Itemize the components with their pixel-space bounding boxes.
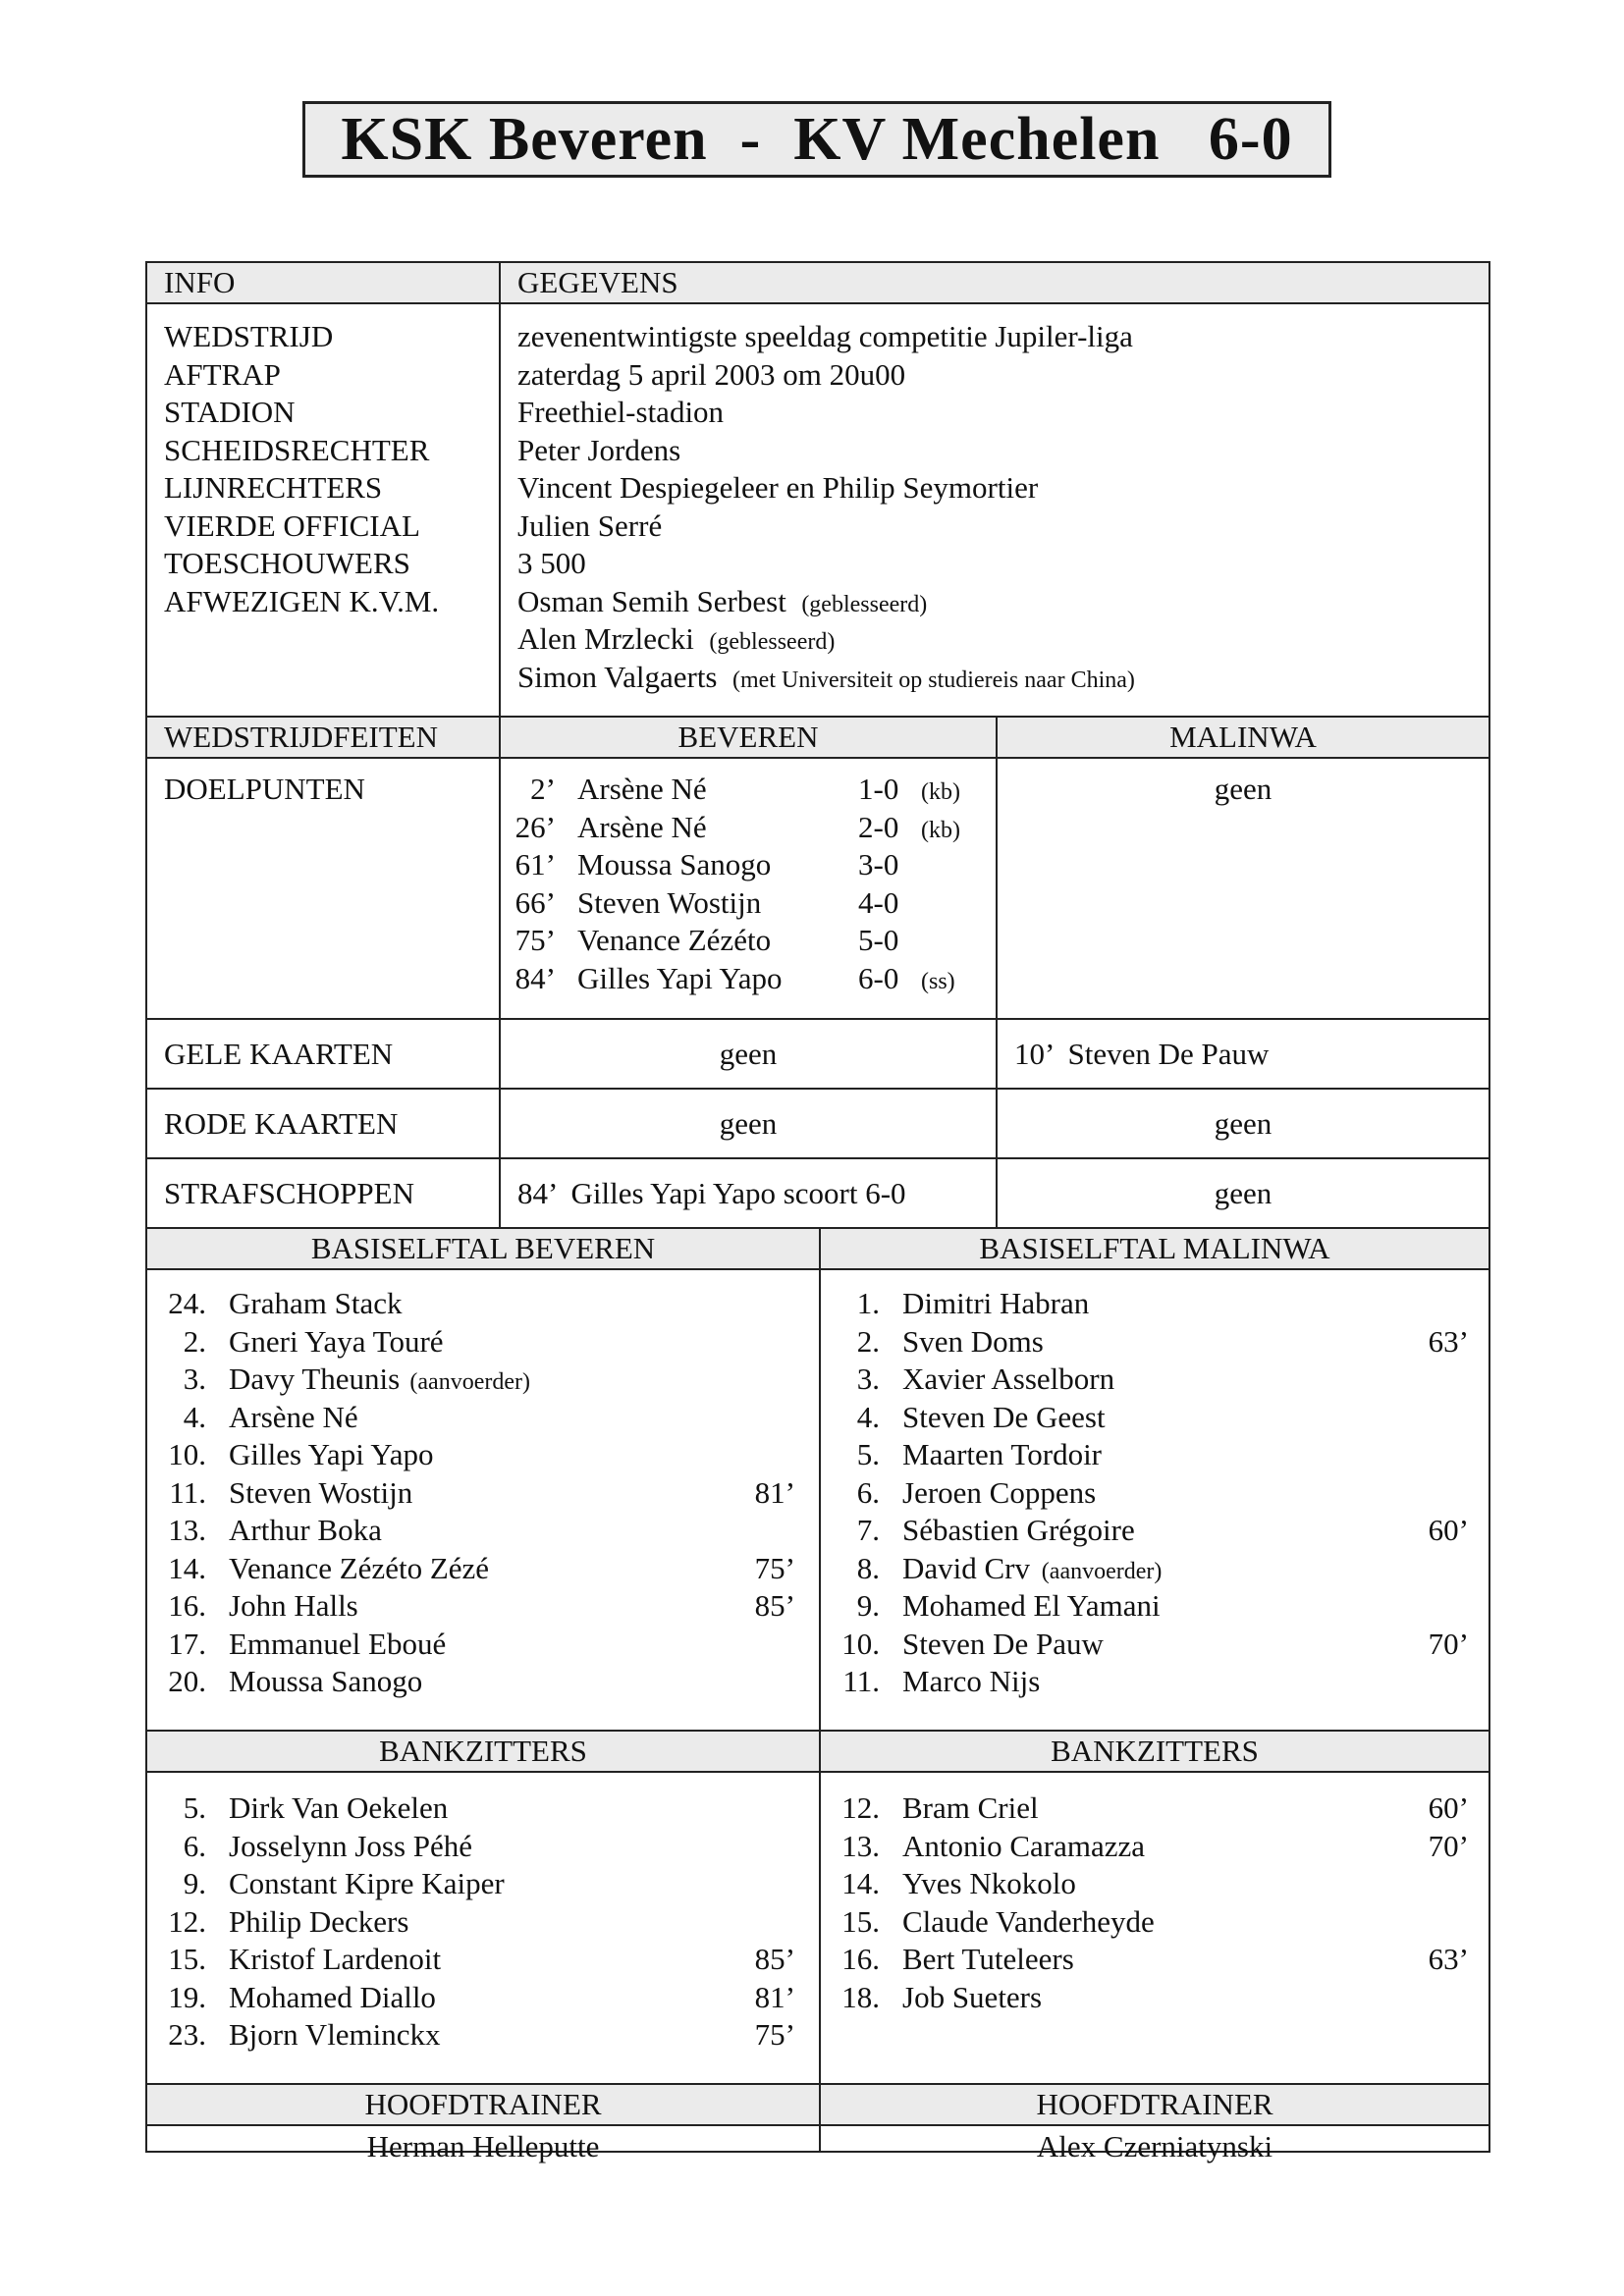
player-row — [821, 1550, 1469, 1588]
player-note: (aanvoerder) — [409, 1369, 530, 1395]
coach-header-away: HOOFDTRAINER — [1036, 2087, 1273, 2121]
facts-header-home: BEVEREN — [677, 720, 819, 754]
bench-list-away — [821, 1789, 1469, 2016]
player-number: 7. — [856, 1513, 880, 1547]
player-name: Davy Theunis — [229, 1362, 401, 1396]
goal-score: 3-0 — [858, 847, 899, 881]
player-number: 5. — [183, 1790, 206, 1825]
lineup-list-home — [147, 1285, 795, 1701]
goal-item — [501, 771, 998, 809]
player-row — [147, 1285, 795, 1323]
player-row — [821, 1828, 1469, 1866]
player-number: 13. — [841, 1828, 880, 1863]
lineup-header-row — [147, 1229, 1489, 1270]
player-name: Jeroen Coppens — [902, 1474, 1097, 1510]
player-name: Arsène Né — [229, 1399, 358, 1434]
player-name: Constant Kipre Kaiper — [229, 1866, 505, 1900]
player-number: 20. — [168, 1664, 206, 1698]
info-header-label: INFO — [164, 265, 236, 299]
player-row — [147, 1663, 795, 1701]
info-label: VIERDE OFFICIAL — [164, 507, 420, 543]
goal-note: (kb) — [921, 779, 960, 805]
info-labels — [164, 318, 439, 620]
facts-header-label: WEDSTRIJDFEITEN — [164, 720, 438, 754]
info-value: Julien Serré — [517, 507, 663, 543]
info-label: AFWEZIGEN K.V.M. — [164, 583, 440, 618]
player-name: Gilles Yapi Yapo — [229, 1437, 434, 1471]
bench-list-home — [147, 1789, 795, 2055]
substitution-minute: 70’ — [1428, 1626, 1469, 1661]
info-values — [517, 318, 1135, 696]
info-label: SCHEIDSRECHTER — [164, 432, 430, 467]
player-row — [821, 1941, 1469, 1979]
player-name: Bram Criel — [902, 1790, 1039, 1825]
player-note: (aanvoerder) — [1041, 1558, 1163, 1584]
goal-scorer: Gilles Yapi Yapo — [577, 960, 783, 995]
player-row — [821, 1512, 1469, 1550]
player-number: 9. — [856, 1588, 880, 1623]
goal-minute: 66’ — [514, 884, 556, 920]
player-number: 3. — [183, 1362, 206, 1396]
lineup-header-away: BASISELFTAL MALINWA — [979, 1231, 1330, 1265]
goals-row — [147, 759, 1489, 1020]
player-number: 18. — [841, 1979, 880, 2014]
player-number: 12. — [168, 1903, 206, 1939]
info-label: AFTRAP — [164, 356, 281, 392]
lineup-header-home: BASISELFTAL BEVEREN — [310, 1231, 656, 1265]
player-row — [821, 1399, 1469, 1437]
match-title: KSK Beveren - KV Mechelen 6-0 — [341, 105, 1293, 173]
penalties-label: STRAFSCHOPPEN — [164, 1176, 414, 1210]
goal-note: (kb) — [921, 817, 960, 843]
player-name: Maarten Tordoir — [902, 1437, 1102, 1471]
goal-minute: 84’ — [514, 960, 556, 995]
player-name: Steven Wostijn — [229, 1474, 413, 1510]
goal-scorer: Venance Zézéto — [577, 923, 772, 957]
player-name: Mohamed El Yamani — [902, 1588, 1161, 1623]
player-row — [147, 1512, 795, 1550]
goal-scorer: Moussa Sanogo — [577, 847, 772, 881]
player-name: Venance Zézéto Zézé — [229, 1550, 490, 1585]
player-number: 17. — [168, 1626, 206, 1661]
player-number: 9. — [183, 1866, 206, 1900]
info-value: zaterdag 5 april 2003 om 20u00 — [517, 356, 906, 392]
player-number: 4. — [856, 1399, 880, 1434]
goals-away: geen — [1214, 772, 1272, 806]
goal-minute: 75’ — [514, 923, 556, 957]
player-name: Claude Vanderheyde — [902, 1903, 1155, 1939]
player-number: 10. — [841, 1626, 880, 1661]
info-label: STADION — [164, 395, 296, 429]
yellow-cards-away: 10’ Steven De Pauw — [1014, 1037, 1270, 1071]
red-cards-label: RODE KAARTEN — [164, 1106, 399, 1141]
goal-score: 6-0 — [858, 960, 899, 995]
player-row — [147, 1828, 795, 1866]
goal-score: 5-0 — [858, 923, 899, 957]
player-name: Kristof Lardenoit — [229, 1942, 442, 1976]
player-name: Sébastien Grégoire — [902, 1513, 1135, 1547]
goal-score: 1-0 — [858, 772, 899, 806]
player-number: 15. — [168, 1942, 206, 1976]
player-row — [821, 1436, 1469, 1474]
player-row — [147, 1903, 795, 1942]
player-row — [821, 1361, 1469, 1399]
substitution-minute: 60’ — [1428, 1790, 1469, 1825]
player-row — [147, 1361, 795, 1399]
player-row — [147, 1550, 795, 1588]
yellow-cards-home: geen — [719, 1037, 778, 1071]
player-number: 2. — [856, 1323, 880, 1359]
coach-header-home: HOOFDTRAINER — [364, 2087, 602, 2121]
player-number: 8. — [856, 1550, 880, 1585]
player-row — [147, 1323, 795, 1362]
red-cards-home: geen — [719, 1106, 778, 1141]
penalties-row — [147, 1159, 1489, 1229]
player-name: Philip Deckers — [229, 1903, 409, 1939]
player-number: 2. — [183, 1323, 206, 1359]
substitution-minute: 81’ — [754, 1474, 795, 1510]
player-number: 11. — [842, 1664, 880, 1698]
player-name: Dirk Van Oekelen — [229, 1790, 449, 1825]
bench-header-row — [147, 1732, 1489, 1773]
player-row — [147, 1587, 795, 1626]
facts-header-row — [147, 718, 1489, 759]
player-row — [821, 1865, 1469, 1903]
player-number: 5. — [856, 1437, 880, 1471]
goal-scorer: Steven Wostijn — [577, 884, 762, 920]
goal-item — [501, 809, 998, 847]
goal-scorer: Arsène Né — [577, 809, 707, 844]
goal-item — [501, 922, 998, 960]
player-row — [821, 1587, 1469, 1626]
player-row — [147, 1436, 795, 1474]
goal-item — [501, 846, 998, 884]
player-number: 13. — [168, 1513, 206, 1547]
match-title-box — [302, 101, 1331, 178]
player-name: Steven De Geest — [902, 1399, 1106, 1434]
goal-minute: 61’ — [514, 847, 556, 881]
info-value: Freethiel-stadion — [517, 395, 725, 429]
player-row — [147, 1474, 795, 1513]
player-number: 6. — [183, 1828, 206, 1863]
player-number: 16. — [841, 1942, 880, 1976]
absent-reason: (met Universiteit op studiereis naar China) — [732, 667, 1135, 693]
player-number: 4. — [183, 1399, 206, 1434]
info-label: WEDSTRIJD — [164, 319, 334, 353]
info-header-value: GEGEVENS — [517, 265, 678, 299]
substitution-minute: 63’ — [1428, 1942, 1469, 1976]
player-row — [821, 1323, 1469, 1362]
player-name: Yves Nkokolo — [902, 1866, 1076, 1900]
player-row — [821, 1285, 1469, 1323]
player-name: Graham Stack — [229, 1286, 403, 1320]
info-value: zevenentwintigste speeldag competitie Jupiler-liga — [517, 319, 1133, 353]
player-number: 23. — [168, 2017, 206, 2052]
absent-reason: (geblesseerd) — [709, 629, 836, 655]
substitution-minute: 60’ — [1428, 1513, 1469, 1547]
bench-header-home: BANKZITTERS — [379, 1734, 587, 1768]
player-name: Bert Tuteleers — [902, 1942, 1074, 1976]
player-name: Gneri Yaya Touré — [229, 1323, 444, 1359]
substitution-minute: 85’ — [754, 1588, 795, 1623]
goal-minute: 2’ — [530, 772, 556, 806]
info-value: 3 500 — [517, 546, 586, 580]
player-number: 11. — [169, 1474, 206, 1510]
player-name: David Crv — [902, 1550, 1031, 1585]
player-row — [147, 1865, 795, 1903]
absent-reason: (geblesseerd) — [801, 591, 928, 617]
match-report-table — [145, 261, 1490, 2163]
player-name: Arthur Boka — [229, 1513, 382, 1547]
player-name: Steven De Pauw — [902, 1626, 1104, 1661]
player-name: Josselynn Joss Péhé — [229, 1828, 473, 1863]
red-cards-away: geen — [1214, 1106, 1272, 1141]
player-name: Marco Nijs — [902, 1664, 1041, 1698]
lineup-row — [147, 1270, 1489, 1732]
player-row — [821, 1626, 1469, 1664]
coach-row — [147, 2126, 1489, 2163]
player-row — [821, 1903, 1469, 1942]
player-number: 16. — [168, 1588, 206, 1623]
info-value: Peter Jordens — [517, 432, 681, 467]
goals-list-home — [501, 771, 998, 997]
absent-player: Simon Valgaerts (met Universiteit op studiereis naar China) — [517, 659, 1135, 694]
player-name: Antonio Caramazza — [902, 1828, 1146, 1863]
substitution-minute: 81’ — [754, 1979, 795, 2014]
player-number: 12. — [841, 1790, 880, 1825]
info-body-row — [147, 304, 1489, 718]
bench-row — [147, 1773, 1489, 2085]
player-name: Moussa Sanogo — [229, 1664, 423, 1698]
red-cards-row — [147, 1090, 1489, 1159]
info-label: LIJNRECHTERS — [164, 470, 383, 505]
player-number: 10. — [168, 1437, 206, 1471]
coach-home: Herman Helleputte — [366, 2129, 600, 2163]
substitution-minute: 75’ — [754, 1550, 795, 1585]
goal-score: 4-0 — [858, 884, 899, 920]
goal-score: 2-0 — [858, 809, 899, 844]
player-row — [147, 1626, 795, 1664]
info-value: Vincent Despiegeleer en Philip Seymortier — [517, 470, 1039, 505]
player-row — [147, 1789, 795, 1828]
player-name: Mohamed Diallo — [229, 1979, 436, 2014]
bench-header-away: BANKZITTERS — [1051, 1734, 1259, 1768]
coach-away: Alex Czerniatynski — [1036, 2129, 1273, 2163]
player-row — [821, 1474, 1469, 1513]
yellow-cards-row — [147, 1020, 1489, 1090]
player-row — [147, 2016, 795, 2055]
player-number: 3. — [856, 1362, 880, 1396]
player-row — [147, 1941, 795, 1979]
coach-header-row — [147, 2085, 1489, 2126]
penalties-home: 84’ Gilles Yapi Yapo scoort 6-0 — [517, 1176, 906, 1210]
yellow-cards-label: GELE KAARTEN — [164, 1037, 394, 1071]
absent-player: Alen Mrzlecki (geblesseerd) — [517, 621, 836, 656]
substitution-minute: 85’ — [754, 1942, 795, 1976]
info-label: TOESCHOUWERS — [164, 546, 410, 580]
goal-scorer: Arsène Né — [577, 772, 707, 806]
player-number: 24. — [168, 1286, 206, 1320]
player-row — [821, 1789, 1469, 1828]
player-number: 14. — [168, 1550, 206, 1585]
info-header-row — [147, 263, 1489, 304]
goal-minute: 26’ — [514, 809, 556, 844]
substitution-minute: 70’ — [1428, 1828, 1469, 1863]
player-row — [821, 1979, 1469, 2017]
player-number: 15. — [841, 1903, 880, 1939]
player-name: Emmanuel Eboué — [229, 1626, 447, 1661]
goals-label: DOELPUNTEN — [164, 772, 365, 806]
player-row — [821, 1663, 1469, 1701]
substitution-minute: 75’ — [754, 2017, 795, 2052]
goal-item — [501, 960, 998, 998]
player-name: Sven Doms — [902, 1323, 1044, 1359]
lineup-list-away — [821, 1285, 1469, 1701]
facts-header-away: MALINWA — [1169, 720, 1317, 754]
player-number: 14. — [841, 1866, 880, 1900]
player-number: 6. — [856, 1474, 880, 1510]
player-row — [147, 1979, 795, 2017]
player-name: John Halls — [229, 1588, 358, 1623]
penalties-away: geen — [1214, 1176, 1272, 1210]
absent-player: Osman Semih Serbest (geblesseerd) — [517, 583, 928, 618]
goal-note: (ss) — [921, 968, 955, 994]
player-name: Dimitri Habran — [902, 1286, 1090, 1320]
player-number: 19. — [168, 1979, 206, 2014]
substitution-minute: 63’ — [1428, 1323, 1469, 1359]
player-name: Bjorn Vleminckx — [229, 2017, 441, 2052]
player-name: Xavier Asselborn — [902, 1362, 1115, 1396]
player-number: 1. — [856, 1286, 880, 1320]
player-name: Job Sueters — [902, 1979, 1043, 2014]
goal-item — [501, 884, 998, 923]
player-row — [147, 1399, 795, 1437]
